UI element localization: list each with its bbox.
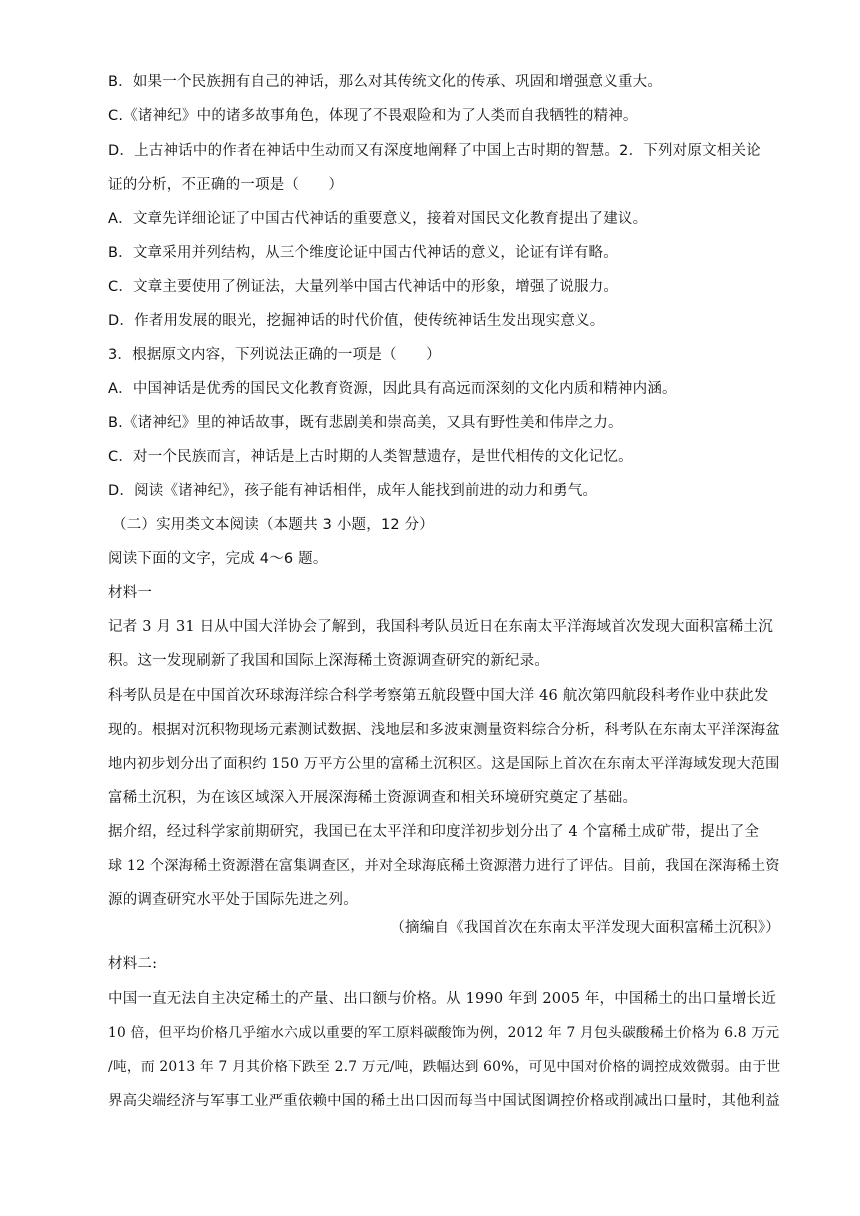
material1-p3-line3: 源的调查研究水平处于国际先进之列。 <box>108 892 358 908</box>
material2-p1-line3: /吨，而 2013 年 7 月其价格下跌至 2.7 万元/吨，跌幅达到 60%，可见中国对价格的调控成效微弱。由于世 <box>108 1059 781 1075</box>
q3-option-c: C．对一个民族而言，神话是上古时期的人类智慧遗存，是世代相传的文化记忆。 <box>108 449 633 465</box>
material1-p2-line4: 富稀土沉积，为在该区域深入开展深海稀土资源调查和相关环境研究奠定了基础。 <box>108 790 638 806</box>
material1-p1-line2: 积。这一发现刷新了我国和国际上深海稀土资源调查研究的新纪录。 <box>108 653 549 669</box>
q3-option-a: A．中国神话是优秀的国民文化教育资源，因此具有高远而深刻的文化内质和精神内涵。 <box>108 381 677 397</box>
q1-option-c: C.《诸神纪》中的诸多故事角色，体现了不畏艰险和为了人类而自我牺牲的精神。 <box>108 108 638 124</box>
material1-p1-line1: 记者 3 月 31 日从中国大洋协会了解到，我国科考队员近日在东南太平洋海域首次发现大面积富稀土沉 <box>108 619 773 635</box>
q2-option-a: A．文章先详细论证了中国古代神话的重要意义，接着对国民文化教育提出了建议。 <box>108 211 648 227</box>
q3-stem: 3．根据原文内容，下列说法正确的一项是（ ） <box>108 347 441 363</box>
material1-title: 材料一 <box>108 585 153 601</box>
material1-source: （摘编自《我国首次在东南太平洋发现大面积富稀土沉积》） <box>390 920 780 936</box>
q1-option-b: B．如果一个民族拥有自己的神话，那么对其传统文化的传承、巩固和增强意义重大。 <box>108 74 663 90</box>
reading-instruction: 阅读下面的文字，完成 4～6 题。 <box>108 551 328 567</box>
material2-p1-line4: 界高尖端经济与军事工业严重依赖中国的稀土出口因而每当中国试图调控价格或削减出口量时，其他利益 <box>108 1093 780 1109</box>
q2-option-d: D．作者用发展的眼光，挖掘神话的时代价值，使传统神话生发出现实意义。 <box>108 313 605 329</box>
material1-p3-line2: 球 12 个深海稀土资源潜在富集调查区，并对全球海底稀土资源潜力进行了评估。目前，我国在深海稀土资 <box>108 858 780 874</box>
q3-option-b: B.《诸神纪》里的神话故事，既有悲剧美和崇高美，又具有野性美和伟岸之力。 <box>108 415 623 431</box>
section-heading: （二）实用类文本阅读（本题共 3 小题，12 分） <box>112 517 435 533</box>
material1-p3-line1: 据介绍，经过科学家前期研究，我国已在太平洋和印度洋初步划分出了 4 个富稀土成矿带，提出了全 <box>108 824 760 840</box>
material1-p2-line1: 科考队员是在中国首次环球海洋综合科学考察第五航段暨中国大洋 46 航次第四航段科考作业中获此发 <box>108 688 769 704</box>
q2-stem-continuation: 证的分析，不正确的一项是（ ） <box>108 177 344 193</box>
material1-p2-line2: 现的。根据对沉积物现场元素测试数据、浅地层和多波束测量资料综合分析，科考队在东南太平洋深海盆 <box>108 722 780 738</box>
q2-option-b: B．文章采用并列结构，从三个维度论证中国古代神话的意义，论证有详有略。 <box>108 245 618 261</box>
material2-p1-line1: 中国一直无法自主决定稀土的产量、出口额与价格。从 1990 年到 2005 年，中国稀土的出口量增长近 <box>108 991 776 1007</box>
material2-p1-line2: 10 倍，但平均价格几乎缩水六成以重要的军工原料碳酸饰为例，2012 年 7 月包头碳酸稀土价格为 6.8 万元 <box>108 1025 780 1041</box>
material2-title: 材料二: <box>108 956 158 972</box>
q2-option-c: C．文章主要使用了例证法，大量列举中国古代神话中的形象，增强了说服力。 <box>108 279 619 295</box>
material1-p2-line3: 地内初步划分出了面积约 150 万平方公里的富稀土沉积区。这是国际上首次在东南太平洋海域发现大范围 <box>108 756 780 772</box>
q1-option-d: D．上古神话中的作者在神话中生动而又有深度地阐释了中国上古时期的智慧。2．下列对原文相关论 <box>108 143 761 159</box>
q3-option-d: D．阅读《诸神纪》，孩子能有神话相伴，成年人能找到前进的动力和勇气。 <box>108 483 598 499</box>
